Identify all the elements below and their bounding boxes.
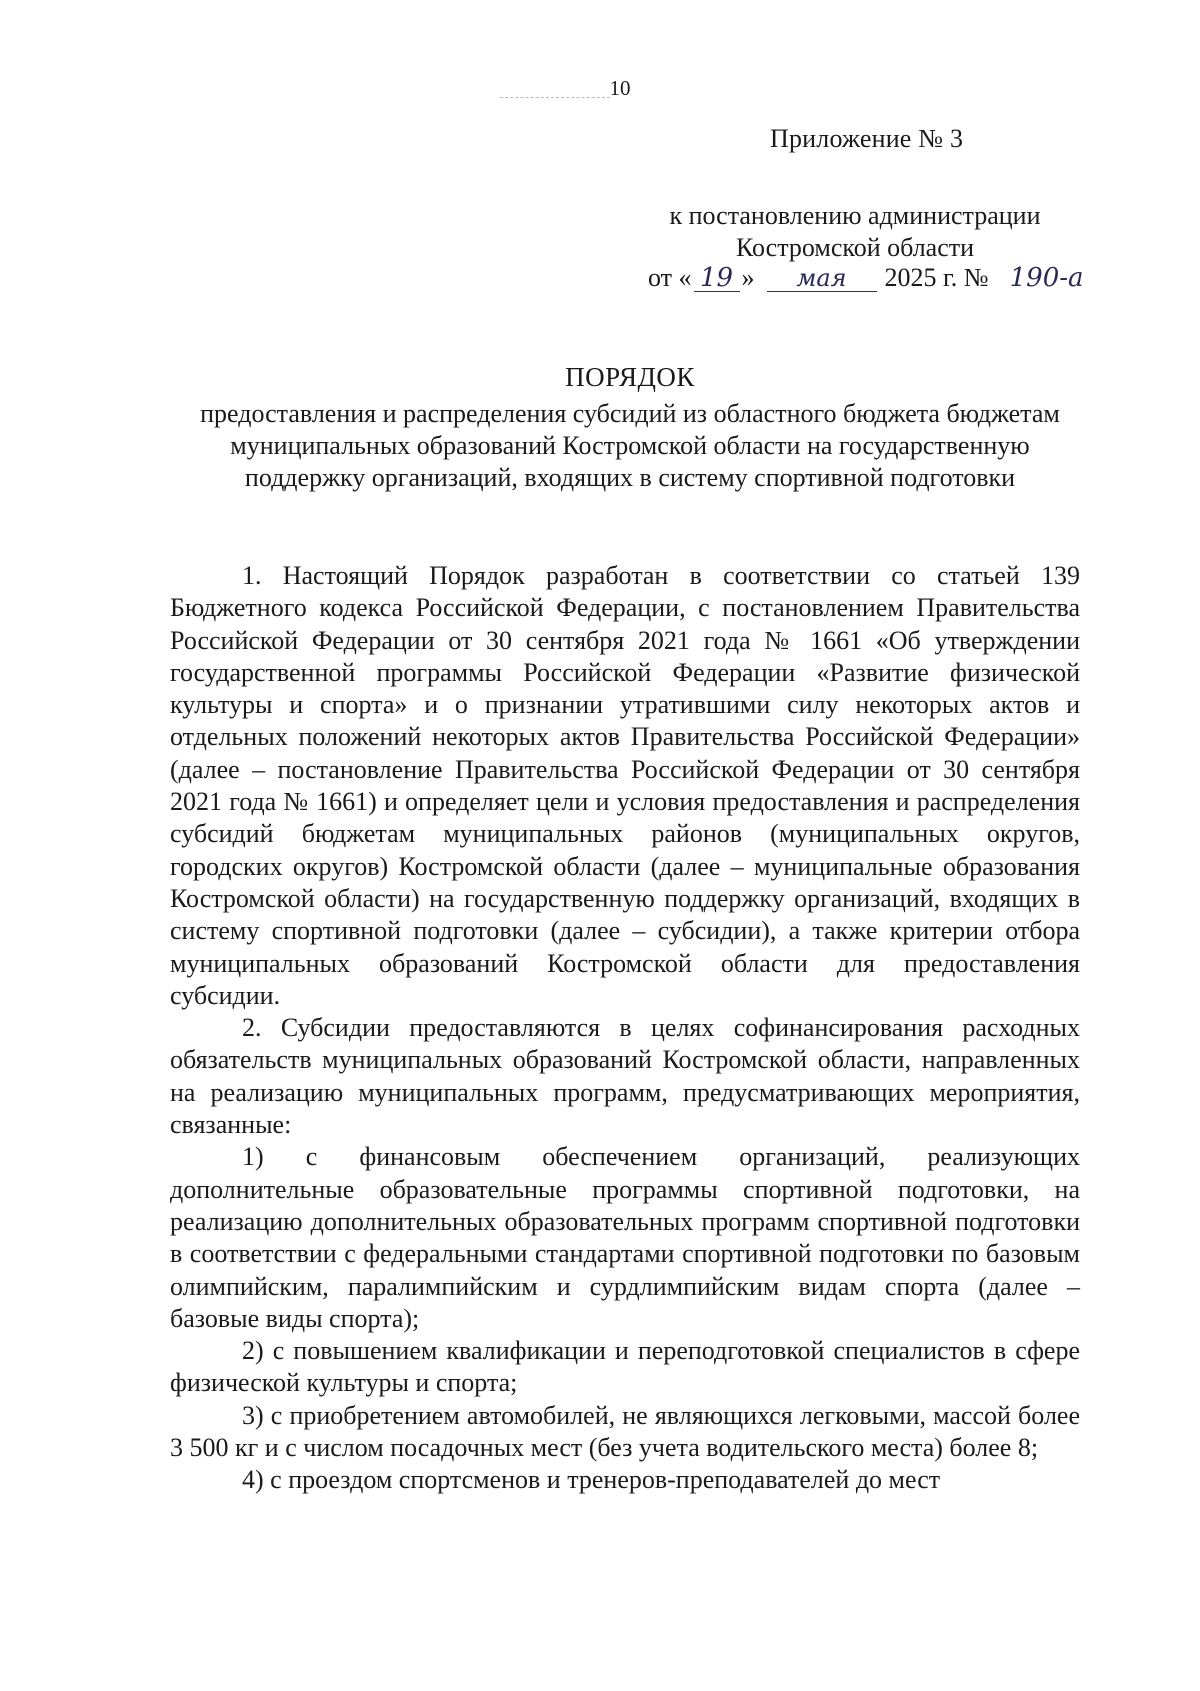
date-prefix: от « [648, 263, 692, 292]
date-close-quote: » [741, 263, 755, 292]
scan-artifact-line [500, 97, 610, 99]
page-number: 10 [609, 76, 631, 100]
list-item-2: 2) с повышением квалификации и переподготовкой специалистов в сфере физической культуры и спорта; [170, 1336, 1080, 1398]
document-subtitle: предоставления и распределения субсидий из областного бюджета бюджетам муниципальных образований Костромской области на государственную поддержку организаций, входящих в систему спортивной подготовки [200, 399, 1060, 492]
paragraph-1: 1. Настоящий Порядок разработан в соответствии со статьей 139 Бюджетного кодекса Российской Федерации, с постановлением Правительства Российской Федерации от 30 сентября 2021 года № 1661 «Об утверждении государственной программы Российской Федерации «Развитие физической культуры и спорта» и о признании утратившими силу некоторых актов и отдельных положений некоторых актов Правительства Российской Федерации» (далее – постановление Правительства Российской Федерации от 30 сентября 2021 года № 1661) и определяет цели и условия предоставления и распределения субсидий бюджетам муниципальных районов (муниципальных округов, городских округов) Костромской области (далее – муниципальные образования Костромской области) на государственную поддержку организаций, входящих в систему спортивной подготовки (далее – субсидии), а также критерии отбора муниципальных образований Костромской области для предоставления субсидии. [170, 561, 1080, 1010]
appendix-title: Приложение № 3 [770, 124, 964, 153]
list-item-1: 1) с финансовым обеспечением организаций, реализующих дополнительные образовательные программы спортивной подготовки, на реализацию дополнительных образовательных программ спортивной подготовки в соответствии с федеральными стандартами спортивной подготовки по базовым олимпийским, паралимпийским и сурдлимпийским видам спорта (далее – базовые виды спорта); [170, 1142, 1080, 1333]
reference-block [640, 200, 1070, 264]
list-item-3: 3) с приобретением автомобилей, не являющихся легковыми, массой более 3 500 кг и с числом посадочных мест (без учета водительского места) более 8; [170, 1400, 1080, 1463]
date-year: 2025 г. № [884, 263, 989, 292]
handwritten-day: 19 [694, 265, 740, 292]
reference-line-1: к постановлению администрации [669, 201, 1041, 230]
paragraph-2: 2. Субсидии предоставляются в целях софинансирования расходных обязательств муниципальных образований Костромской области, направленных на реализацию муниципальных программ, предусматривающих мероприятия, связанные: [170, 1013, 1080, 1140]
reference-line-2: Костромской области [735, 233, 975, 262]
decree-date-line [648, 263, 1099, 293]
handwritten-decree-number: 190-а [1009, 263, 1084, 293]
document-body [170, 560, 1080, 1497]
document-title: ПОРЯДОК [565, 362, 695, 392]
list-item-4: 4) с проездом спортсменов и тренеров-преподавателей до мест [242, 1465, 941, 1495]
handwritten-month: мая [767, 265, 877, 292]
